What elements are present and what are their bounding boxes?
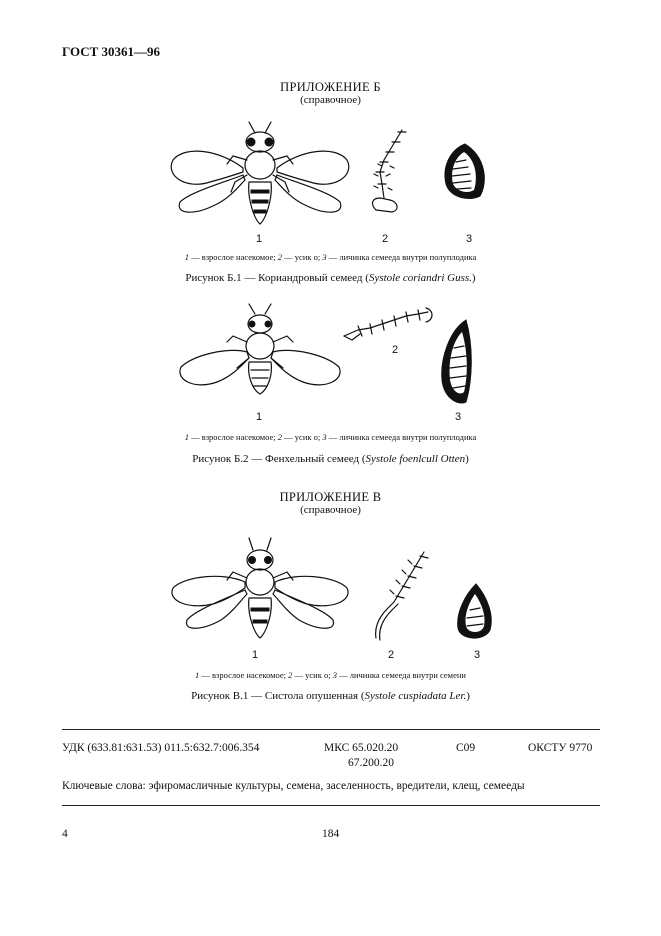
figure-b1-caption: Рисунок Б.1 — Кориандровый семеед (Systole coriandri Guss.) xyxy=(185,272,476,284)
figure-b1-insect-drawing xyxy=(165,120,355,230)
figure-v1-caption: Рисунок В.1 — Систола опушенная (Systole cuspiadata Ler.) xyxy=(191,690,470,702)
figure-v1-larva-drawing xyxy=(454,582,494,644)
footer-mks-second: 67.200.20 xyxy=(348,757,394,769)
figure-b2-label-3: 3 xyxy=(454,411,462,423)
figure-v1-label-1: 1 xyxy=(251,649,259,661)
figure-v1-antenna-drawing xyxy=(370,546,435,646)
appendix-v-title: ПРИЛОЖЕНИЕ В xyxy=(279,490,382,504)
appendix-v-subtitle: (справочное) xyxy=(300,504,361,516)
footer-udk: УДК (633.81:631.53) 011.5:632.7:006.354 xyxy=(62,742,260,754)
footer-bottom-rule xyxy=(62,805,600,806)
figure-b1-label-1: 1 xyxy=(255,233,263,245)
figure-v1-insect-drawing xyxy=(165,536,355,644)
figure-b2-larva-drawing xyxy=(436,318,476,408)
figure-b2-caption: Рисунок Б.2 — Фенхельный семеед (Systole foenlcull Otten) xyxy=(192,453,469,465)
figure-b2-antenna-drawing xyxy=(340,306,435,346)
figure-v1-legend: 1 — взрослое насекомое; 2 — усик о; 3 — личинка семееда внутри семени xyxy=(195,670,466,680)
document-code: ГОСТ 30361—96 xyxy=(62,44,161,59)
appendix-b-subtitle: (справочное) xyxy=(300,94,361,106)
figure-b1-antenna-drawing xyxy=(368,122,413,217)
footer-mks: МКС 65.020.20 xyxy=(324,742,399,754)
figure-b2-label-2: 2 xyxy=(391,344,399,356)
appendix-b-title: ПРИЛОЖЕНИЕ Б xyxy=(280,80,381,94)
page-number-left: 4 xyxy=(62,828,68,840)
figure-b1-legend: 1 — взрослое насекомое; 2 — усик о; 3 — личинка семееда внутри полуплодика xyxy=(184,252,477,262)
page-number-center: 184 xyxy=(322,828,340,840)
figure-b1-label-2: 2 xyxy=(381,233,389,245)
figure-b2-legend: 1 — взрослое насекомое; 2 — усик о; 3 — личинка семееда внутри полуплодика xyxy=(184,432,477,442)
footer-top-rule xyxy=(62,729,600,730)
figure-b2-insect-drawing xyxy=(175,302,345,402)
figure-b1-larva-drawing xyxy=(440,142,490,202)
footer-keywords: Ключевые слова: эфиромасличные культуры, семена, заселенность, вредители, клещ, семееды xyxy=(62,780,525,792)
footer-code: С09 xyxy=(456,742,476,754)
figure-b2-label-1: 1 xyxy=(255,411,263,423)
figure-b1-label-3: 3 xyxy=(465,233,473,245)
figure-v1-label-2: 2 xyxy=(387,649,395,661)
figure-v1-label-3: 3 xyxy=(473,649,481,661)
footer-okstu: ОКСТУ 9770 xyxy=(528,742,593,754)
